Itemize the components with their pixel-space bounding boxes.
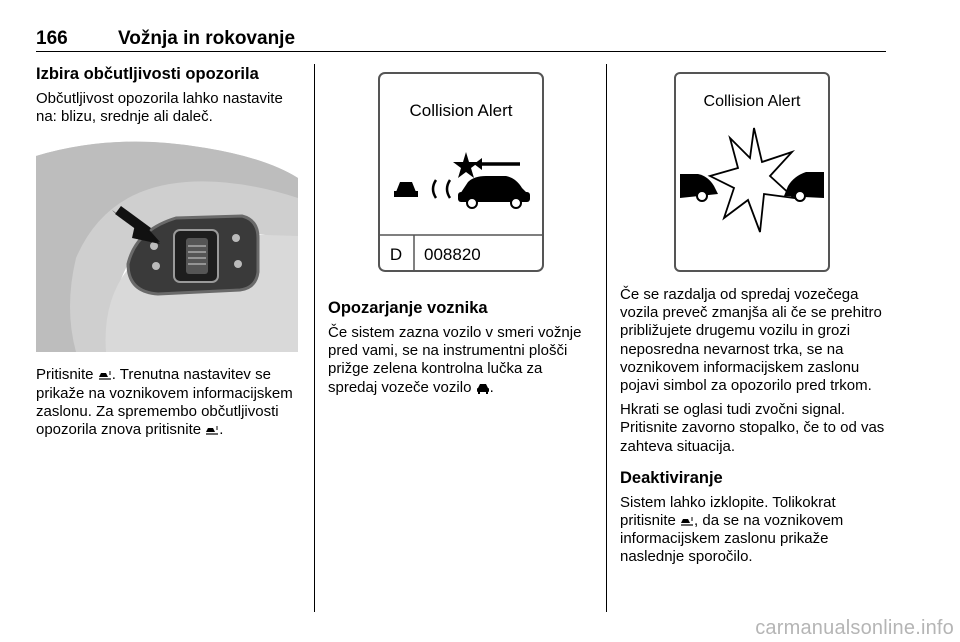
figure-title: Collision Alert bbox=[409, 101, 513, 120]
sensitivity-intro: Občutljivost opozorila lahko nastavite na: blizu, srednje ali daleč. bbox=[36, 90, 283, 126]
page-number: 166 bbox=[36, 28, 68, 49]
collision-alert-display-figure bbox=[378, 72, 544, 272]
figure-code-number: 008820 bbox=[424, 245, 481, 264]
watermark: carmanualsonline.info bbox=[755, 617, 954, 639]
car-gap-icon bbox=[680, 515, 694, 527]
column-2 bbox=[328, 64, 594, 397]
collision-alert-warning-figure bbox=[674, 72, 830, 272]
driver-warning-text: Če sistem zazna vozilo v smeri vožnje pred vami, se na instrumentni plošči prižge zelena kontrolna lučka za spredaj vozeče vozilo . bbox=[328, 324, 582, 396]
acoustic-signal-text: Hkrati se oglasi tudi zvočni signal. Pritisnite zavorno stopalko, če to od vas zahteva situacija. bbox=[620, 401, 885, 455]
sensitivity-instructions: Pritisnite . Trenutna nastavitev se prikaže na voznikovem informacijskem zaslonu. Za spremembo občutljivosti opozorila znova pritisnite . bbox=[36, 366, 293, 439]
sensitivity-heading: Izbira občutljivosti opozorila bbox=[36, 65, 259, 83]
column-1 bbox=[36, 64, 304, 439]
car-gap-icon bbox=[205, 424, 219, 436]
figure-title: Collision Alert bbox=[703, 93, 801, 110]
steering-wheel-image bbox=[36, 138, 298, 352]
page-header bbox=[36, 26, 886, 52]
car-gap-icon bbox=[98, 369, 112, 381]
section-title: Vožnja in rokovanje bbox=[118, 28, 296, 49]
column-divider bbox=[606, 64, 607, 612]
deactivation-heading: Deaktiviranje bbox=[620, 468, 723, 487]
collision-warning-text: Če se razdalja od spredaj vozečega vozila preveč zmanjša ali če se prehitro približujete drugemu vozilu in grozi neposredna nevarnost trka, se na voznikovem informacijskem zaslonu pojavi simbol za opozorilo pred trkom. bbox=[620, 286, 882, 395]
figure-code-letter: D bbox=[389, 245, 403, 264]
car-front-icon bbox=[476, 382, 490, 394]
column-3 bbox=[620, 64, 888, 567]
deactivation-text: Sistem lahko izklopite. Tolikokrat pritisnite , da se na voznikovem informacijskem zaslonu prikaže naslednje sporočilo. bbox=[620, 493, 844, 566]
column-divider bbox=[314, 64, 315, 612]
driver-warning-heading: Opozarjanje voznika bbox=[328, 299, 488, 317]
